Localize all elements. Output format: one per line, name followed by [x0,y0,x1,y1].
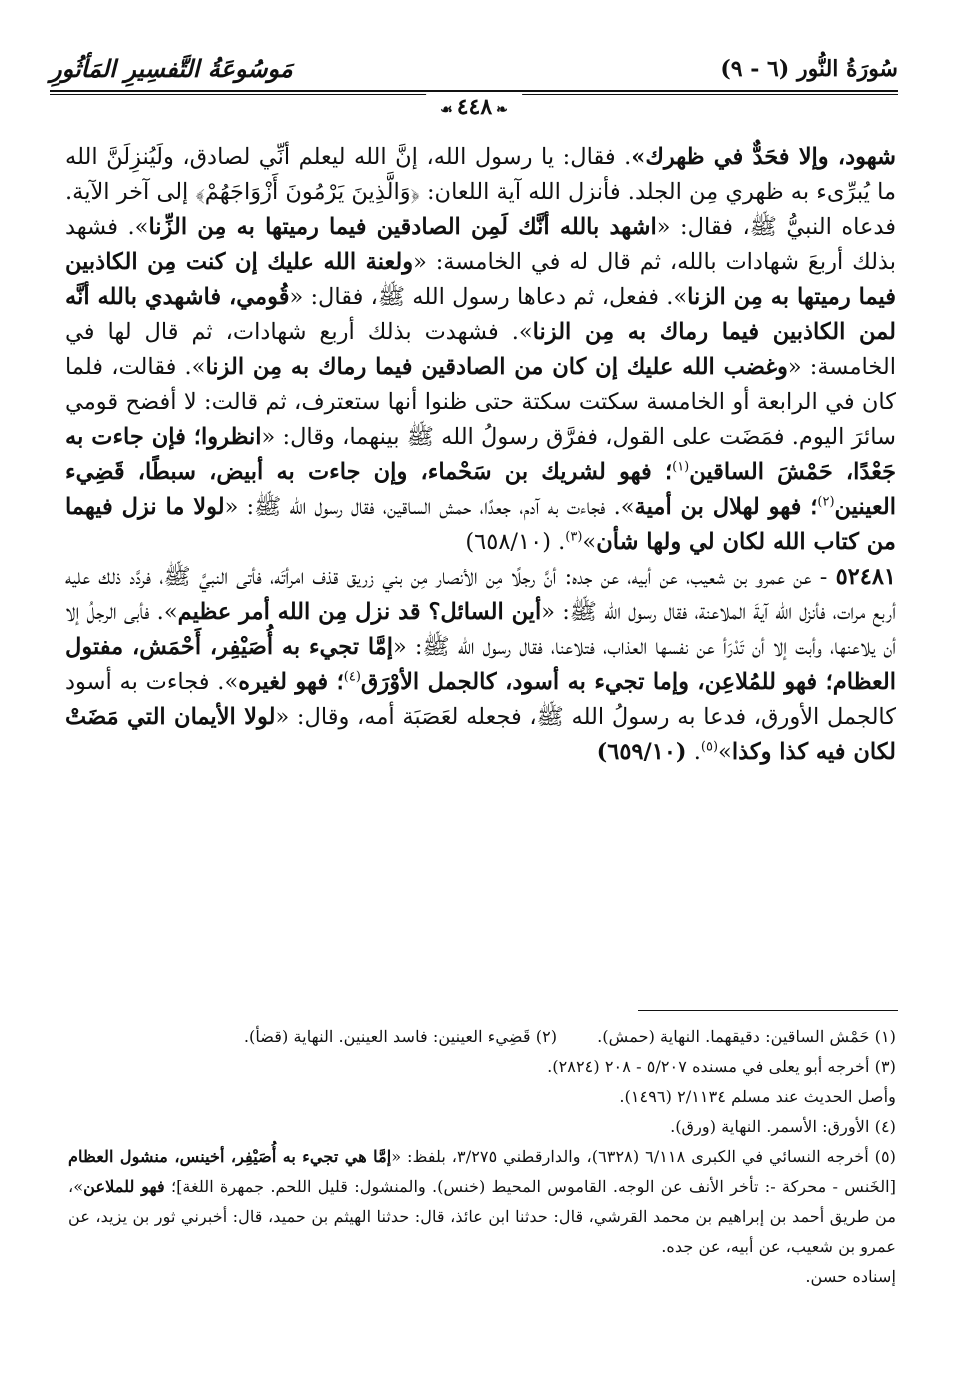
text-run: ». فشهد بذلك أربعَ شهادات بالله، ثم قال له في الخامسة: « [65,214,896,275]
text-run: ». فقالت، فلما كان في الرابعة أو الخامسة سكتت سكتة حتى ظنوا أنها ستعترف، ثم قالت: لا أفضح قومي سائرَ اليوم. فمَضَت على القول، ففرَّق رسولُ الله ﷺ بينهما، وقال: « [65,354,897,450]
page-number-text: ٤٤٨ [456,94,493,120]
text-run: - عن عمرو بن شعيب، عن أبيه، عن جده: أنَّ رجلًا مِن الأنصار مِن بني زريق قذف امرأتَه، فأتى النبيَّ ﷺ، فردَّد ذلك عليه أربع مرات، فأنزل الله آيةَ الملاعنة، فقال رسول الله ﷺ: « [65,564,896,625]
footnote-4: (٤) الأورق: الأسمر. النهاية (ورق). [670,1117,896,1136]
text-run: [الخَنس - محركة -: تأخر الأنف عن الوجه. القاموس المحيط (خنس). والمنشول: قليل اللحم. جمهرة اللغة]؛ [164,1177,896,1196]
footnote-1: (١) حَمْش الساقين: دقيقهما. النهاية (حمش). [597,1027,896,1046]
bold-text-run: ؛ فهو لهلال بن أمية [634,494,818,520]
main-text [65,140,896,770]
bold-text-run: ؛ فهو لشريك بن سَحْماء، وإن جاءت به أبيض، سبطًا، قَضِيء العينين [65,459,896,520]
footnotes [68,1022,896,1292]
bold-text-run: وغضب الله عليك إن كان من الصادقين فيما رماك به مِن الزنا [205,354,788,380]
ornament-icon: ❧ [496,102,508,118]
text-run: (٥) أخرجه النسائي في الكبرى ٦/١١٨ (٦٣٢٨)، والدارقطني ٣/٢٧٥، بلفظ: « [391,1147,896,1166]
footnote-separator [638,1010,898,1011]
ornament-icon: ☙ [440,102,453,118]
bold-text-run: ؛ فهو لغيره [238,669,344,695]
bold-text-run: إمَّا هي تجيء به أُصَيْفِر، أخينس، منشول العظام [68,1147,392,1166]
footnote-3: (٣) أخرجه أبو يعلى في مسنده ٥/٢٠٧ - ٢٠٨ (٢٨٢٤). [547,1057,896,1076]
header-rule [50,90,898,92]
paragraph-hadith-52481 [65,560,896,770]
bold-text-run: فهو للملاعن [83,1177,165,1196]
bold-text-run: ولعنة الله عليك إن كنت مِن الكاذبين فيما رميتها به مِن الزنا [65,249,897,310]
paragraph-hadith-1 [65,140,896,560]
footnote-5-grading: إسناده حسن. [805,1267,896,1286]
footnote-ref: (٥) [700,739,719,755]
bold-text-run: شهود، وإلا فحَدٌّ في ظهرك» [631,144,896,170]
text-run: » [582,529,597,555]
text-run: . [686,739,701,765]
footnote-ref: (١) [672,459,690,475]
text-run: »، من طريق أحمد بن إبراهيم بن محمد القرشي، قال: حدثنا ابن عائذ، قال: حدثنا الهيثم بن حميد، قال: أخبرني ثور بن يزيد، عن عمرو بن شعيب، عن أبيه، عن جده. [68,1177,896,1256]
footnote-row [68,1022,896,1052]
bold-text-run: لولا ما نزل فيهما من كتاب الله لكان لي ولها شأن [65,494,896,555]
bold-text-run: انظروا؛ فإن جاءت به جَعْدًا، حَمْشَ الساقين [65,424,896,485]
text-run: ». فجاءت به أسود كالجمل الأورق، فدعا به رسولُ الله ﷺ، فجعله لعَصَبَة أمه، وقال: « [65,669,896,730]
bold-text-run: (٦٥٩/١٠) [596,739,687,765]
bold-text-run: أين السائل؟ قد نزل مِن الله أمر عظيم [177,599,542,625]
page-header [50,50,898,120]
book-title: مَوسُوعَةُ التَّفسِيرِ المَأثُورِ [50,54,293,83]
text-run: ». فجاءت به آدم، جعدًا، حمش الساقين، فقال رسول الله ﷺ: « [224,494,635,520]
bold-text-run: قُومي، فاشهدي بالله أنَّه لمن الكاذبين فيما رماك به مِن الزنا [65,284,897,345]
bold-text-run: اشهد بالله أنَّك لَمِن الصادقين فيما رميتها به مِن الزِّنا [148,214,657,240]
page-number [426,94,522,120]
text-run: » [718,739,732,765]
hadith-number: ٥٢٤٨١ [835,564,896,590]
footnote-5 [68,1142,896,1262]
surah-title: سُورَةُ النُّور (٦ - ٩) [720,56,898,82]
hadith-text [65,564,896,765]
text-run: ». ففعل، ثم دعاها رسول الله ﷺ، فقال: « [289,284,688,310]
footnote-ref: (٤) [343,669,361,685]
text-run: . فقال: يا رسول الله، إنَّ الله ليعلم أنِّي لصادق، ولَيُنزِلَنَّ الله ما يُبرِّىء به ظهري مِن الجلد. فأنزل الله آية اللعان: ﴿وَالَّذِينَ يَرْمُونَ أَزْوَاجَهُمْ﴾ إلى آخر الآية. فدعاه النبيُّ ﷺ، فقال: « [65,144,896,240]
bold-text-run: لولا الأيمان التي مَضَتْ لكان فيه كذا وكذا [65,704,896,765]
text-run: . (٦٥٨/١٠) [465,529,566,555]
text-run: ». فشهدت بذلك أربع شهادات، ثم قال لها في الخامسة: « [65,319,897,380]
footnote-ref: (٣) [565,529,583,545]
footnote-2: (٢) قَضِيء العينين: فاسد العينين. النهاية (قضأ). [243,1027,558,1046]
bold-text-run: إمَّا تجيء به أُصَيْفِر، أَحْمَش، مفتول العظام؛ فهو للمُلاعِن، وإما تجيء به أسود، كالجمل الأوْرَق [65,634,896,695]
text-run: ». فأبى الرجلُ إلا أن يلاعنها، وأبت إلا أن تَدْرَأ عن نفسها العذاب، فتلاعنا، فقال رسول الله ﷺ: « [65,599,896,660]
footnote-ref: (٢) [817,494,835,510]
footnote-3-continued: وأصل الحديث عند مسلم ٢/١١٣٤ (١٤٩٦). [619,1087,896,1106]
